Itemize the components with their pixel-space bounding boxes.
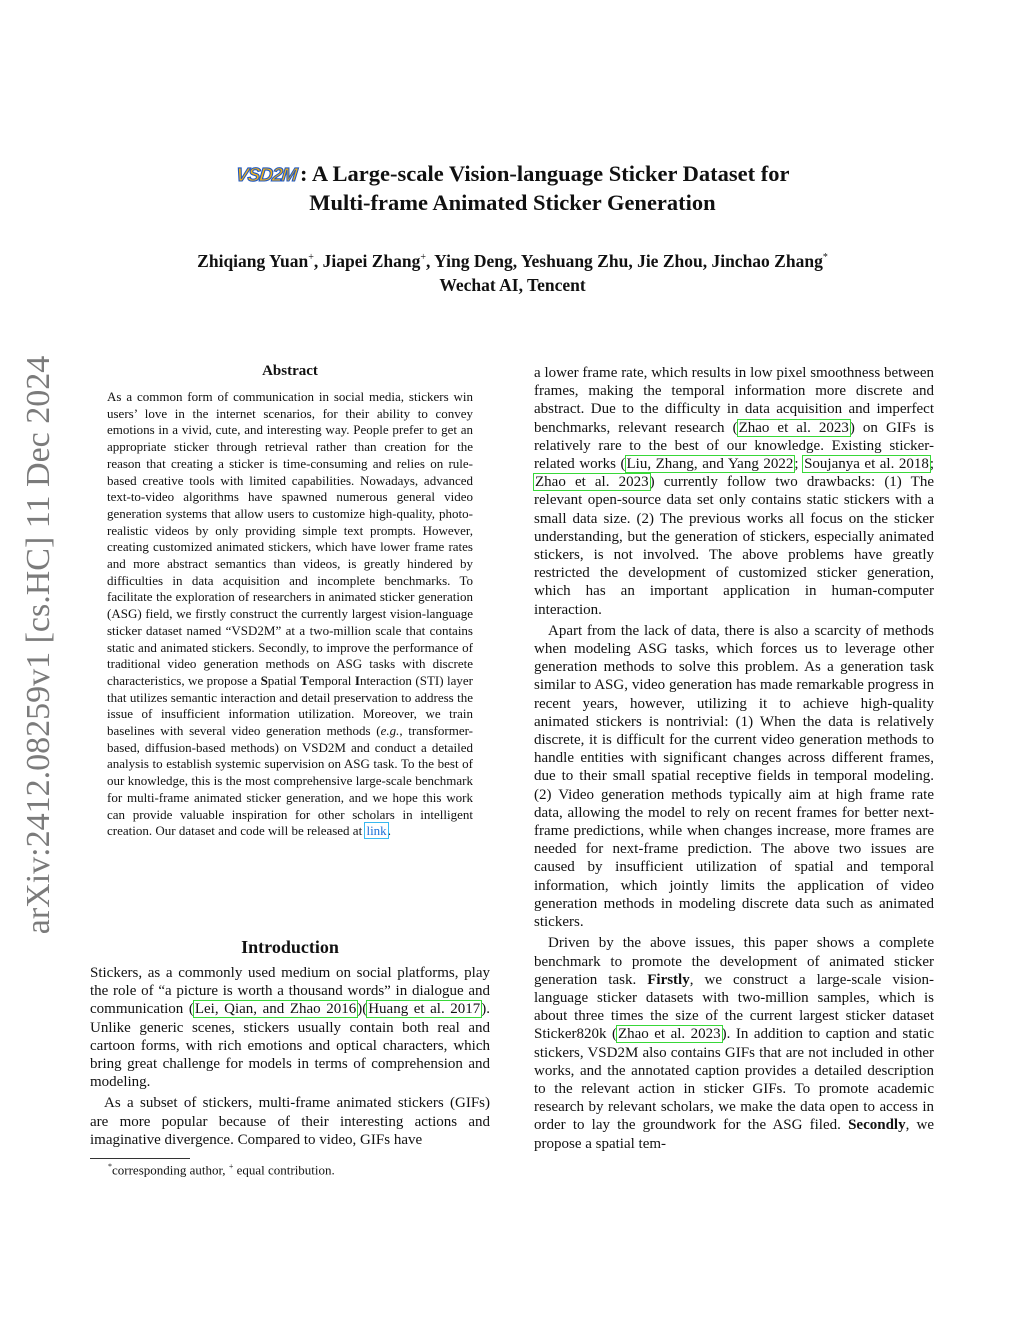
citation-soujanya-2018[interactable]: Soujanya et al. 2018	[804, 456, 929, 473]
vsd2m-logo: VSD2M	[234, 165, 298, 186]
arxiv-stamp	[14, 350, 64, 940]
citation-zhao-2023-b[interactable]: Zhao et al. 2023	[535, 474, 649, 491]
citation-huang-2017[interactable]: Huang et al. 2017	[368, 1001, 481, 1018]
citation-zhao-2023-a[interactable]: Zhao et al. 2023	[738, 419, 849, 436]
paper-title	[90, 160, 935, 216]
abstract-heading: Abstract	[262, 363, 318, 379]
footnote: *corresponding author, + equal contribution.	[108, 1162, 335, 1178]
title-line-1: : A Large-scale Vision-language Sticker Dataset for	[299, 161, 790, 186]
dataset-link[interactable]: link	[366, 823, 387, 839]
citation-lei-2016[interactable]: Lei, Qian, and Zhao 2016	[194, 1001, 357, 1018]
right-paragraph-2: Apart from the lack of data, there is also a scarcity of methods when modeling ASG tasks, which forces us to leverage other generation methods to solve this problem. As a generation task similar to ASG, video generation has made remarkable progress in recent years, however, utilizing it to achieve high-quality animated stickers is nontrivial: (1) When the data is relatively discrete, it is difficult for the current video generation methods to handle entities with significant changes across different frames, due to their small spatial receptive fields in temporal modeling. (2) Video generation methods typically aim at high frame rate data, allowing the model to rely on recent frames for better next-frame predictions, while when changes increase, more frames are needed for next-frame prediction. The above two issues are caused by insufficient utilization of spatial and temporal information, which jointly limits the application of video generation methods in modeling discrete data such as animated stickers.	[534, 622, 934, 931]
title-line-2: Multi-frame Animated Sticker Generation	[309, 190, 716, 215]
right-paragraph-3: Driven by the above issues, this paper shows a complete benchmark to promote the development of animated sticker generation task. Firstly, we construct a large-scale vision-language sticker datasets with two-million samples, which is about three times the size of the current largest sticker dataset Sticker820k (Zhao et al. 2023). In addition to caption and static stickers, VSD2M also contains GIFs that are not included in other works, and the annotated caption provides a detailed description to the relevant action in sticker GIFs. To promote academic research by relevant scholars, we make the data open to access in order to lay the groundwork for the ASG filed. Secondly, we propose a spatial tem-	[534, 935, 935, 1152]
abstract	[107, 363, 473, 840]
footnote-rule	[90, 1158, 190, 1159]
intro-paragraph-2: As a subset of stickers, multi-frame animated stickers (GIFs) are more popular because of their interesting actions and imaginative divergence. Compared to video, GIFs have	[90, 1095, 490, 1148]
paper-header	[90, 160, 935, 297]
citation-liu-2022[interactable]: Liu, Zhang, and Yang 2022	[626, 456, 794, 473]
citation-zhao-2023-c[interactable]: Zhao et al. 2023	[617, 1026, 721, 1043]
right-paragraph-1: a lower frame rate, which results in low pixel smoothness between frames, making the temporal information more discrete and abstract. Due to the difficulty in data acquisition and imperfect benchmarks, relevant research (Zhao et al. 2023) on GIFs is relatively rare to the best of our knowledge. Existing sticker-related works (Liu, Zhang, and Yang 2022; Soujanya et al. 2018; Zhao et al. 2023) currently follow two drawbacks: (1) The relevant open-source data set only contains static stickers with a small data size. (2) The previous works all focus on the sticker understanding, but the generation of stickers, especially animated stickers, is not involved. The above problems have greatly restricted the development of customized sticker generation, which has an important application in human-computer interaction.	[534, 365, 935, 618]
authors-block	[90, 246, 935, 297]
left-column-body	[90, 964, 490, 1149]
author-list: Zhiqiang Yuan+, Jiapei Zhang+, Ying Deng, Yeshuang Zhu, Jie Zhou, Jinchao Zhang*	[197, 250, 828, 271]
intro-paragraph-1: Stickers, as a commonly used medium on social platforms, play the role of “a picture is worth a thousand words” in dialogue and communication (Lei, Qian, and Zhao 2016)(Huang et al. 2017). Unlike generic scenes, stickers usually contain both real and cartoon forms, with rich emotions and optical characters, which bring great challenge for models in terms of comprehension and modeling.	[90, 965, 491, 1091]
introduction-heading: Introduction	[241, 937, 339, 957]
affiliation: Wechat AI, Tencent	[439, 274, 586, 295]
abstract-body: As a common form of communication in social media, stickers win users’ love in the internet scenarios, for their ability to convey emotions in a vivid, cute, and interesting way. People prefer to get an appropriate sticker through retrieval rather than creation for the reason that creating a sticker is time-consuming and relies on rule-based creative tools with limited capabilities. Nowadays, advanced text-to-video algorithms have spawned numerous general video generation systems that allow users to customize high-quality, photo-realistic videos by only providing simple text prompts. However, creating customized animated stickers, which have lower frame rates and more abstract semantics than videos, is greatly hindered by difficulties in data acquisition and incomplete benchmarks. To facilitate the exploration of researchers in animated sticker generation (ASG) field, we firstly construct the currently largest vision-language sticker dataset named “VSD2M” at a two-million scale that contains static and animated stickers. Secondly, to improve the performance of traditional video generation methods on ASG tasks with discrete characteristics, we propose a Spatial Temporal Interaction (STI) layer that utilizes semantic interaction and detail preservation to address the issue of insufficient information utilization. Moreover, we train baselines with several video generation methods (e.g., transformer-based, diffusion-based methods) on VSD2M and conduct a detailed analysis to establish systemic supervision on ASG task. To the best of our knowledge, this is the most comprehensive large-scale benchmark for multi-frame animated sticker generation, and we hope this work can provide valuable inspiration for other scholars in intelligent creation. Our dataset and code will be released at link.	[107, 389, 473, 839]
arxiv-stamp-text: arXiv:2412.08259v1 [cs.HC] 11 Dec 2024	[20, 355, 57, 935]
right-column-body	[534, 364, 934, 1153]
